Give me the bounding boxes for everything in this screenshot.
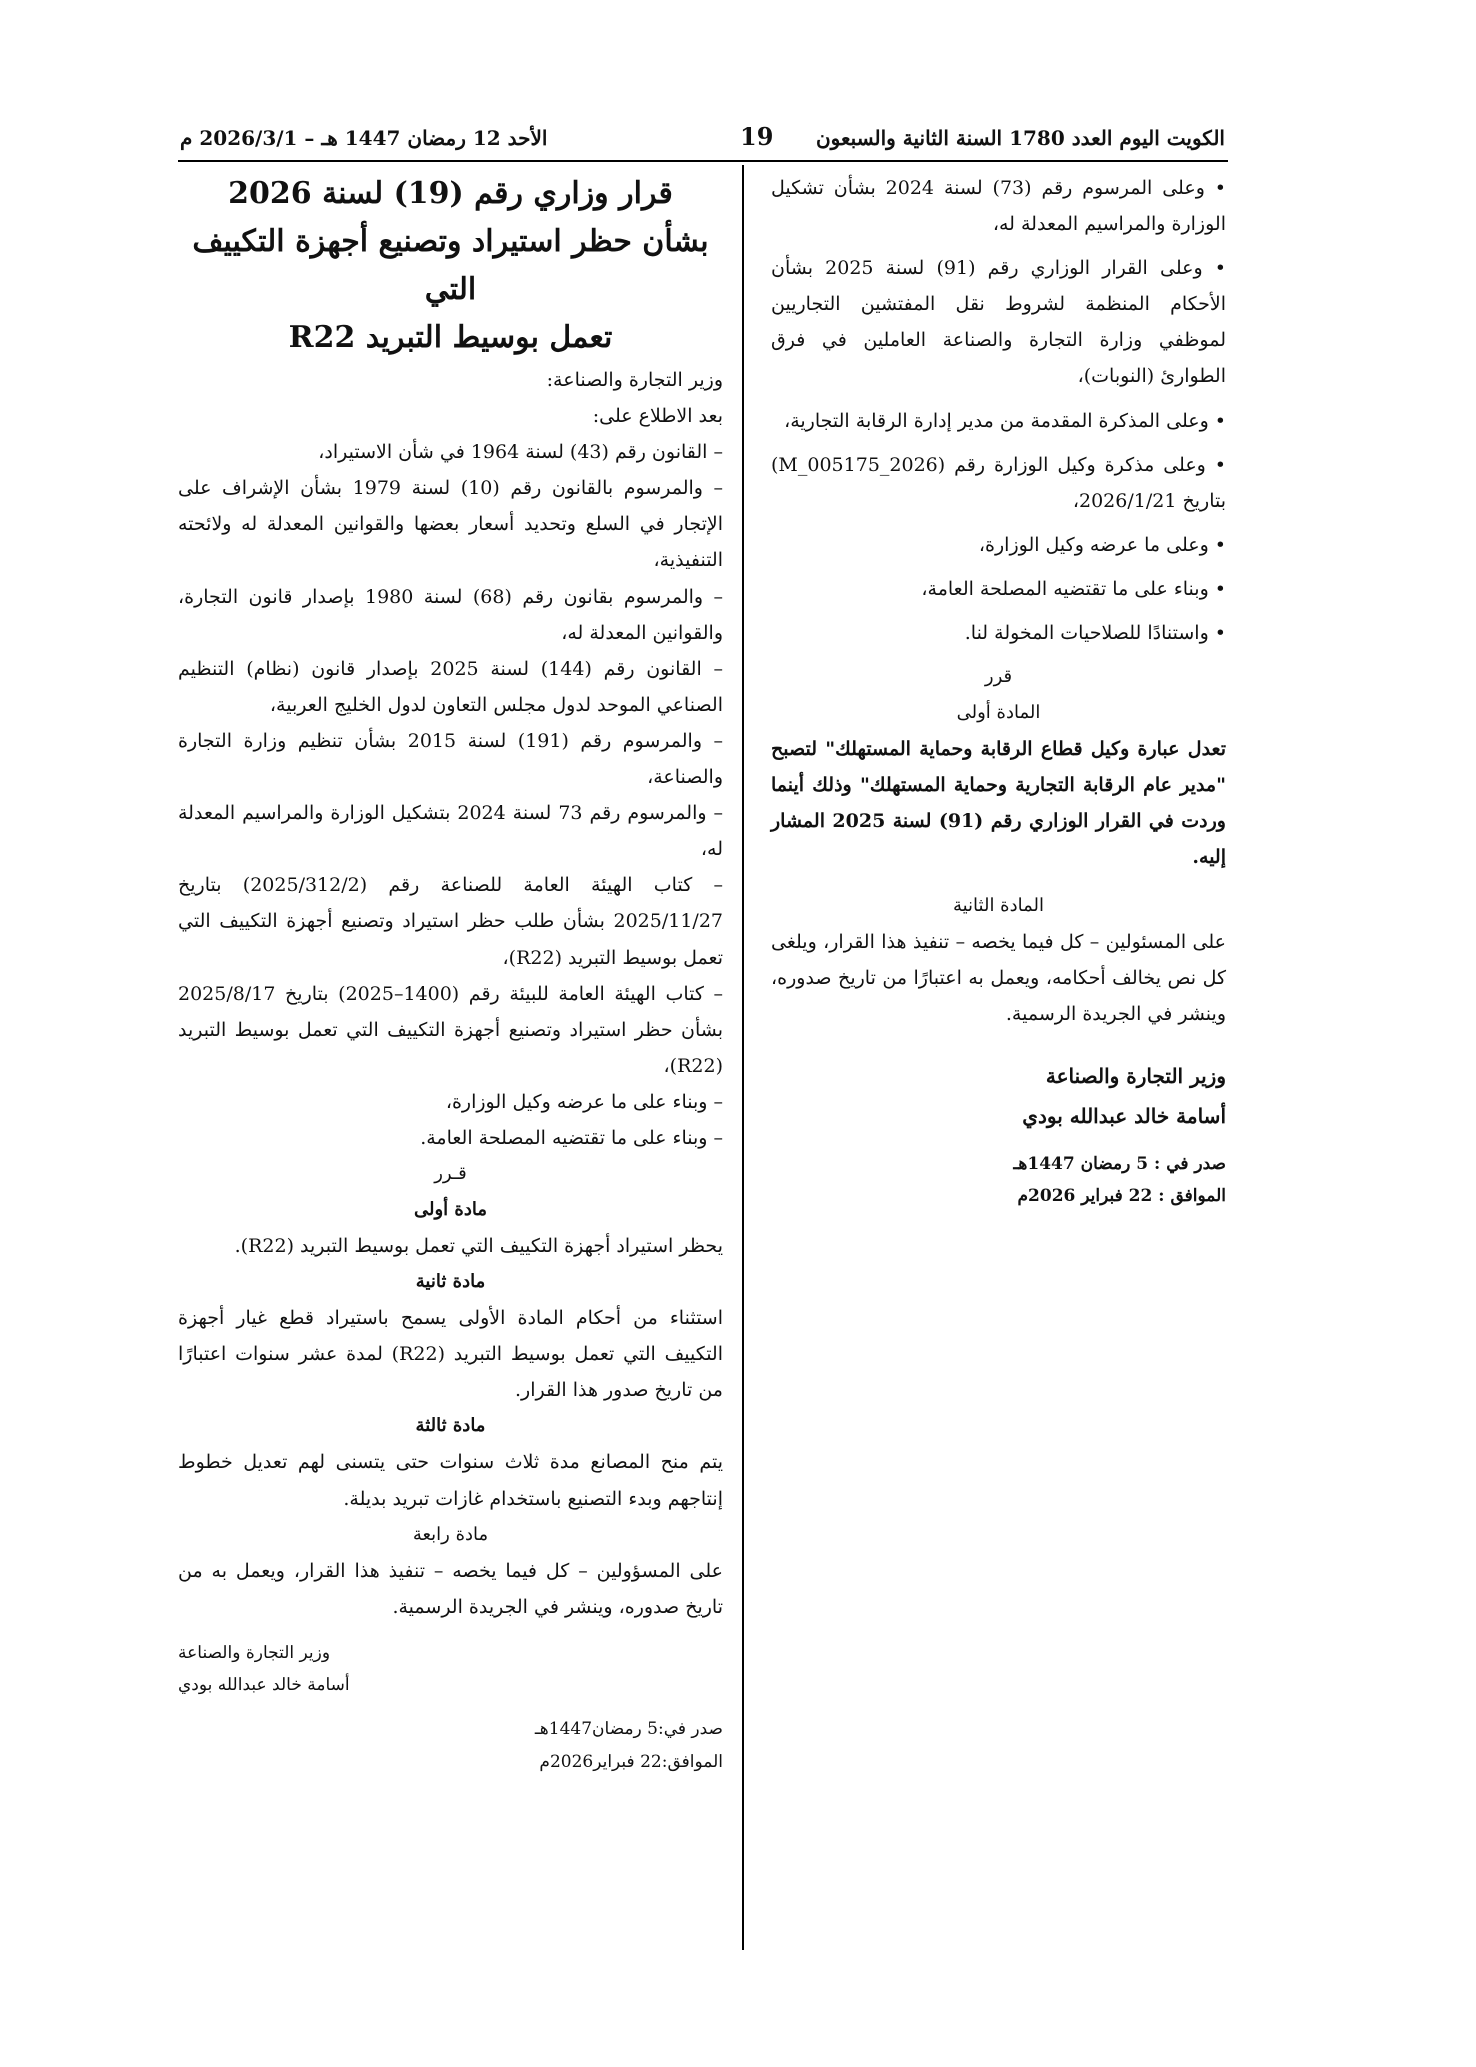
bullet-item: • واستنادًا للصلاحيات المخولة لنا. (964, 622, 1226, 645)
list-item: – وبناء على ما تقتضيه المصلحة العامة. (420, 1126, 723, 1149)
decided-label: قـرر (434, 1163, 467, 1185)
list-item: – والمرسوم رقم (191) لسنة 2015 بشأن تنظيم وزارة التجارة والصناعة، (178, 729, 723, 789)
corresponding-date: الموافق:22 فبراير2026م (539, 1751, 723, 1772)
list-item: – القانون رقم (43) لسنة 1964 في شأن الاستيراد، (318, 441, 723, 464)
intro-text: بعد الاطلاع على: (592, 405, 723, 428)
issue-date: صدر في:5 رمضان1447هـ (534, 1719, 723, 1740)
bullet-item: • وعلى القرار الوزاري رقم (91) لسنة 2025 بشأن الأحكام المنظمة لشروط نقل المفتشين التجاريين لموظفي وزارة التجارة والصناعة العاملين في فرق الطوارئ (النوبات)، (771, 257, 1226, 388)
header-divider (178, 160, 1228, 162)
bullet-item: • وبناء على ما تقتضيه المصلحة العامة، (921, 577, 1226, 600)
list-item: – والمرسوم بقانون رقم (68) لسنة 1980 بإصدار قانون التجارة، والقوانين المعدلة له، (178, 585, 723, 644)
list-item: – والمرسوم بالقانون رقم (10) لسنة 1979 بشأن الإشراف على الإتجار في السلع وتحديد أسعار بعضها والقوانين المعدلة له ولائحته التنفيذية، (178, 477, 723, 572)
minister-name: أسامة خالد عبدالله بودي (178, 1675, 350, 1696)
article-heading: مادة ثانية (415, 1271, 486, 1293)
left-column (178, 170, 723, 1778)
right-column (771, 170, 1226, 1212)
decision-title: قرار وزاري رقم (19) لسنة 2026 (228, 176, 673, 211)
list-item: – وبناء على ما عرضه وكيل الوزارة، (445, 1090, 723, 1113)
page-header (180, 118, 1225, 160)
decided-label: قرر (984, 666, 1013, 688)
bullet-item: • وعلى المذكرة المقدمة من مدير إدارة الرقابة التجارية، (784, 409, 1226, 432)
article-heading: مادة أولى (413, 1199, 488, 1221)
list-item: – كتاب الهيئة العامة للصناعة رقم (2025/312/2) بتاريخ 2025/11/27 بشأن طلب حظر استيراد وتصنيع أجهزة التكييف التي تعمل بوسيط التبريد (R22)، (178, 874, 723, 969)
article-text: تعدل عبارة وكيل قطاع الرقابة وحماية المستهلك" لتصبح "مدير عام الرقابة التجارية وحماية المستهلك" وذلك أينما وردت في القرار الوزاري رقم (91) لسنة 2025 المشار إليه. (771, 738, 1226, 869)
corresponding-date: الموافق : 22 فبراير 2026م (1017, 1186, 1226, 1207)
header-issue: الكويت اليوم العدد 1780 السنة الثانية والسبعون (815, 126, 1225, 150)
issue-date: صدر في : 5 رمضان 1447هـ (1013, 1153, 1226, 1174)
column-divider (742, 165, 744, 1950)
bullet-item: • وعلى المرسوم رقم (73) لسنة 2024 بشأن تشكيل الوزارة والمراسيم المعدلة له، (771, 177, 1226, 236)
minister-title: وزير التجارة والصناعة (178, 1642, 331, 1663)
decision-subtitle: تعمل بوسيط التبريد R22 (288, 320, 613, 355)
article-text: على المسئولين – كل فيما يخصه – تنفيذ هذا القرار، ويلغى كل نص يخالف أحكامه، ويعمل به اعتبارًا من تاريخ صدوره، وينشر في الجريدة الرسمية. (771, 930, 1226, 1025)
article-text: استثناء من أحكام المادة الأولى يسمح باستيراد قطع غيار أجهزة التكييف التي تعمل بوسيط التبريد (R22) لمدة عشر سنوات اعتبارًا من تاريخ صدور هذا القرار. (178, 1307, 723, 1402)
article-heading: المادة أولى (956, 702, 1041, 724)
article-heading: مادة ثالثة (415, 1415, 486, 1437)
header-date: الأحد 12 رمضان 1447 هـ – 2026/3/1 م (180, 126, 548, 150)
list-item: – كتاب الهيئة العامة للبيئة رقم (1400–2025) بتاريخ 2025/8/17 بشأن حظر استيراد وتصنيع أجهزة التكييف التي تعمل بوسيط التبريد (R22)، (178, 982, 723, 1077)
minister-title: وزير التجارة والصناعة (1045, 1063, 1226, 1088)
bullet-item: • وعلى ما عرضه وكيل الوزارة، (978, 533, 1226, 556)
intro-text: وزير التجارة والصناعة: (546, 369, 723, 391)
list-item: – القانون رقم (144) لسنة 2025 بإصدار قانون (نظام) التنظيم الصناعي الموحد لدول مجلس التعاون لدول الخليج العربية، (178, 657, 723, 716)
page-number: 19 (740, 122, 774, 151)
bullet-item: • وعلى مذكرة وكيل الوزارة رقم (M_005175_2026) بتاريخ 2026/1/21، (771, 453, 1226, 512)
article-text: يتم منح المصانع مدة ثلاث سنوات حتى يتسنى لهم تعديل خطوط إنتاجهم وبدء التصنيع باستخدام غازات تبريد بديلة. (178, 1451, 723, 1510)
decision-subtitle: بشأن حظر استيراد وتصنيع أجهزة التكييف التي (192, 224, 709, 307)
article-heading: مادة رابعة (412, 1523, 489, 1545)
minister-name: أسامة خالد عبدالله بودي (1022, 1103, 1226, 1128)
article-text: يحظر استيراد أجهزة التكييف التي تعمل بوسيط التبريد (R22). (234, 1235, 723, 1258)
list-item: – والمرسوم رقم 73 لسنة 2024 بتشكيل الوزارة والمراسيم المعدلة له، (178, 802, 723, 861)
article-text: على المسؤولين – كل فيما يخصه – تنفيذ هذا القرار، ويعمل به من تاريخ صدوره، وينشر في الجريدة الرسمية. (178, 1559, 723, 1618)
article-heading: المادة الثانية (952, 894, 1045, 916)
